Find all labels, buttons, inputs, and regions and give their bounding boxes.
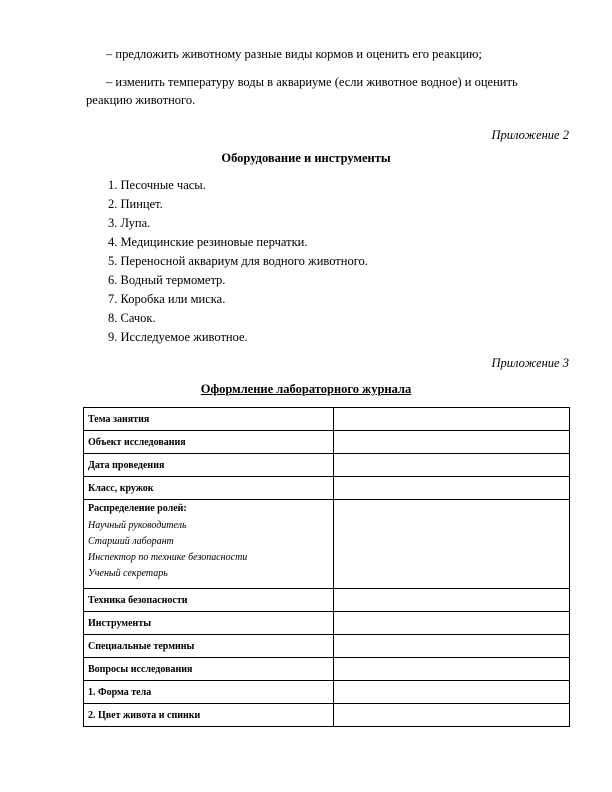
row-value-cell [333,658,569,681]
row-label: Дата проведения [84,454,334,477]
row-value-cell [333,500,569,589]
table-row-roles [84,500,570,589]
equipment-item: 1. Песочные часы. [108,178,206,192]
row-label: 1. Форма тела [84,681,334,704]
role-item: Старший лаборант [88,536,174,547]
equipment-item: 4. Медицинские резиновые перчатки. [108,235,308,249]
role-item: Ученый секретарь [88,568,168,579]
table-row [84,431,570,454]
equipment-item: 9. Исследуемое животное. [108,330,248,344]
row-label: Класс, кружок [84,477,334,500]
role-item: Научный руководитель [88,520,187,531]
row-label: Техника безопасности [84,589,334,612]
table-row [84,704,570,727]
appendix-3-label: Приложение 3 [491,356,569,370]
roles-title: Распределение ролей: [88,503,187,514]
row-label: Тема занятия [84,408,334,431]
table-row [84,635,570,658]
roles-cell [84,500,334,589]
row-label: 2. Цвет живота и спинки [84,704,334,727]
table-row [84,658,570,681]
journal-heading-text: Оформление лабораторного журнала [200,382,412,396]
row-value-cell [333,635,569,658]
journal-heading [0,382,612,397]
table-row [84,612,570,635]
lab-journal-table [83,407,570,727]
intro-line-2: – изменить температуру воды в аквариуме (если животное водное) и оценить [106,75,518,89]
row-value-cell [333,612,569,635]
row-label: Инструменты [84,612,334,635]
equipment-item: 3. Лупа. [108,216,151,230]
row-value-cell [333,431,569,454]
row-value-cell [333,454,569,477]
row-label: Вопросы исследования [84,658,334,681]
row-value-cell [333,408,569,431]
equipment-item: 5. Переносной аквариум для водного животного. [108,254,368,268]
row-value-cell [333,681,569,704]
equipment-item: 2. Пинцет. [108,197,163,211]
row-label: Специальные термины [84,635,334,658]
table-row [84,477,570,500]
row-value-cell [333,477,569,500]
equipment-item: 7. Коробка или миска. [108,292,226,306]
row-label: Объект исследования [84,431,334,454]
row-value-cell [333,704,569,727]
equipment-item: 8. Сачок. [108,311,156,325]
equipment-heading: Оборудование и инструменты [221,151,391,165]
table-row [84,589,570,612]
row-value-cell [333,589,569,612]
equipment-item: 6. Водный термометр. [108,273,226,287]
intro-line-3: реакцию животного. [86,93,196,107]
equipment-list [108,176,368,347]
appendix-2-label: Приложение 2 [491,128,569,142]
table-row [84,408,570,431]
role-item: Инспектор по технике безопасности [88,552,248,563]
table-row [84,454,570,477]
intro-line-1: – предложить животному разные виды кормов и оценить его реакцию; [106,47,482,61]
table-row [84,681,570,704]
